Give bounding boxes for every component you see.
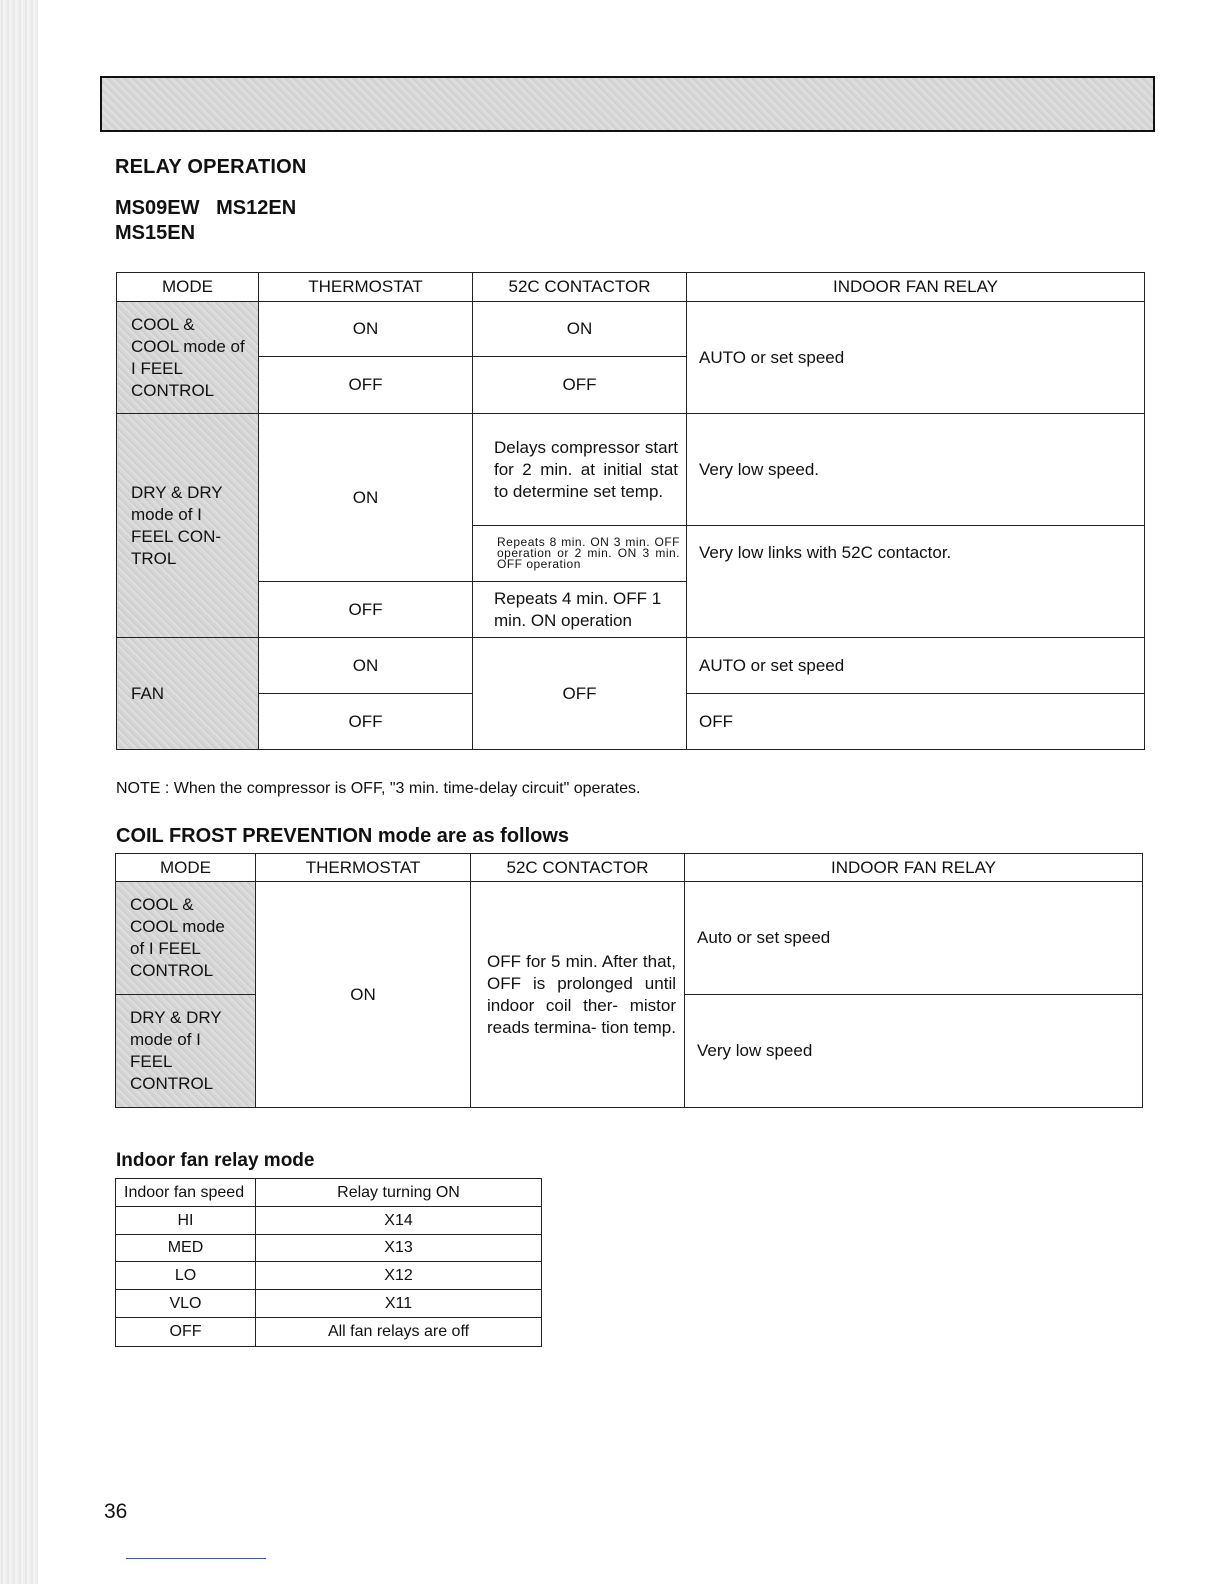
- frost-title: COIL FROST PREVENTION mode are as follows: [116, 825, 570, 847]
- frost-header-contactor: 52C CONTACTOR: [471, 854, 685, 882]
- table-row: [116, 1235, 542, 1262]
- header-contactor: 52C CONTACTOR: [473, 273, 687, 302]
- page-number: 36: [104, 1500, 128, 1523]
- cool-fan-relay: AUTO or set speed: [687, 302, 1145, 414]
- scan-edge: [0, 0, 38, 1584]
- frost-mode-dry: DRY & DRY mode of I FEEL CONTROL: [116, 995, 256, 1108]
- cool-thermostat-on: ON: [259, 302, 473, 357]
- table-row: [116, 1207, 542, 1235]
- header-band: [100, 76, 1155, 132]
- cool-contactor-off: OFF: [473, 357, 687, 414]
- dry-thermostat-on: ON: [259, 414, 473, 582]
- cool-thermostat-off: OFF: [259, 357, 473, 414]
- cool-contactor-on: ON: [473, 302, 687, 357]
- fan-relay-on: AUTO or set speed: [687, 638, 1145, 694]
- frost-fan-dry: Very low speed: [685, 995, 1143, 1108]
- relay-cell: All fan relays are off: [256, 1318, 542, 1347]
- mode-dry: DRY & DRY mode of I FEEL CON- TROL: [117, 414, 259, 638]
- dry-contactor-off: Repeats 4 min. OFF 1 min. ON operation: [473, 582, 687, 638]
- dry-fan-delay: Very low speed.: [687, 414, 1145, 526]
- mode-fan: FAN: [117, 638, 259, 750]
- fan-relay-table: [115, 1178, 542, 1347]
- header-mode: MODE: [117, 273, 259, 302]
- fan-relay-title: Indoor fan relay mode: [116, 1150, 315, 1171]
- relay-operation-table: [116, 272, 1145, 750]
- frost-mode-cool: COOL & COOL mode of I FEEL CONTROL: [116, 882, 256, 995]
- speed-cell: HI: [116, 1207, 256, 1235]
- models-line-2: MS15EN: [115, 222, 196, 244]
- header-thermostat: THERMOSTAT: [259, 273, 473, 302]
- section-title: RELAY OPERATION: [115, 156, 307, 178]
- mode-cool: COOL & COOL mode of I FEEL CONTROL: [117, 302, 259, 414]
- table-row: [116, 1318, 542, 1347]
- footer-rule: [126, 1558, 266, 1559]
- frost-header-thermostat: THERMOSTAT: [256, 854, 471, 882]
- dry-fan-repeat: Very low links with 52C contactor.: [687, 526, 1145, 638]
- fan-relay-off: OFF: [687, 694, 1145, 750]
- header-fan-relay: INDOOR FAN RELAY: [687, 273, 1145, 302]
- fan-thermostat-off: OFF: [259, 694, 473, 750]
- speed-cell: VLO: [116, 1290, 256, 1318]
- frost-thermostat: ON: [256, 882, 471, 1108]
- speed-cell: OFF: [116, 1318, 256, 1347]
- dry-contactor-delay: Delays compressor start for 2 min. at initial stat to determine set temp.: [473, 414, 687, 526]
- dry-thermostat-off: OFF: [259, 582, 473, 638]
- frost-fan-cool: Auto or set speed: [685, 882, 1143, 995]
- fan-thermostat-on: ON: [259, 638, 473, 694]
- fan-header-relay: Relay turning ON: [256, 1179, 542, 1207]
- fan-contactor: OFF: [473, 638, 687, 750]
- frost-header-fan-relay: INDOOR FAN RELAY: [685, 854, 1143, 882]
- frost-prevention-table: [115, 853, 1143, 1108]
- table-row: [116, 1262, 542, 1290]
- table-row: [116, 1290, 542, 1318]
- relay-cell: X13: [256, 1235, 542, 1262]
- note-text: NOTE : When the compressor is OFF, "3 min. time-delay circuit" operates.: [116, 780, 641, 797]
- speed-cell: LO: [116, 1262, 256, 1290]
- fan-header-speed: Indoor fan speed: [116, 1179, 256, 1207]
- dry-contactor-repeat: Repeats 8 min. ON 3 min. OFF operation or 2 min. ON 3 min. OFF operation: [473, 526, 687, 582]
- relay-cell: X11: [256, 1290, 542, 1318]
- models-line-1: MS09EW MS12EN: [115, 197, 297, 219]
- relay-cell: X12: [256, 1262, 542, 1290]
- relay-cell: X14: [256, 1207, 542, 1235]
- speed-cell: MED: [116, 1235, 256, 1262]
- frost-header-mode: MODE: [116, 854, 256, 882]
- frost-contactor: OFF for 5 min. After that, OFF is prolonged until indoor coil ther- mistor reads termina- tion temp.: [471, 882, 685, 1108]
